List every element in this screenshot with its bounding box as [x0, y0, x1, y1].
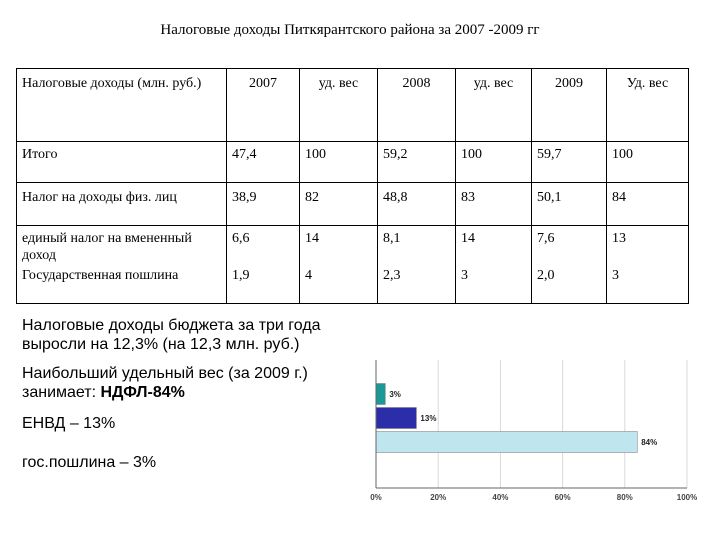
- note-revenue-growth: Налоговые доходы бюджета за три года выросли на 12,3% (на 12,3 млн. руб.): [22, 317, 321, 353]
- note-duty-share: гос.пошлина – 3%: [22, 454, 157, 471]
- table-cell: Итого: [17, 142, 227, 183]
- page-title: Налоговые доходы Питкярантского района за 2007 -2009 гг: [160, 22, 540, 38]
- note-largest-share-text: Наибольший удельный вес (за 2009 г.) занимает:: [22, 365, 308, 401]
- table-header-cell: 2007: [227, 69, 300, 142]
- table-cell: 100: [607, 142, 689, 183]
- table-cell: 83: [456, 183, 532, 226]
- x-tick-label: 0%: [370, 493, 382, 502]
- table-cell: 47,4: [227, 142, 300, 183]
- table-cell: единый налог на вмененный доход: [17, 226, 227, 267]
- table-header-cell: Уд. вес: [607, 69, 689, 142]
- table-header-cell: 2009: [532, 69, 607, 142]
- x-tick-label: 80%: [616, 493, 633, 502]
- table-cell: 38,9: [227, 183, 300, 226]
- x-tick-label: 60%: [554, 493, 571, 502]
- table-cell: 7,6: [532, 226, 607, 267]
- table-header-cell: 2008: [378, 69, 456, 142]
- table-cell: 3: [456, 266, 532, 304]
- table-cell: 100: [300, 142, 378, 183]
- share-bar-chart: [360, 356, 710, 506]
- table-cell: 2,0: [532, 266, 607, 304]
- note-envd-share: ЕНВД – 13%: [22, 415, 116, 432]
- bar-НДФЛ: [376, 432, 637, 453]
- table-header-cell: уд. вес: [300, 69, 378, 142]
- table-header-row: [17, 69, 689, 142]
- x-tick-label: 20%: [430, 493, 447, 502]
- table-cell: 8,1: [378, 226, 456, 267]
- x-tick-label: 100%: [676, 493, 698, 502]
- table-row: [17, 266, 689, 304]
- table-cell: 13: [607, 226, 689, 267]
- table-cell: 100: [456, 142, 532, 183]
- table-cell: 14: [456, 226, 532, 267]
- table-cell: Налог на доходы физ. лиц: [17, 183, 227, 226]
- table-header-cell: уд. вес: [456, 69, 532, 142]
- table-cell: 3: [607, 266, 689, 304]
- bar-ЕНВД: [376, 408, 416, 429]
- table-cell: 2,3: [378, 266, 456, 304]
- table-cell: 50,1: [532, 183, 607, 226]
- note-ndfl-share: НДФЛ-84%: [100, 384, 185, 401]
- data-label: 13%: [420, 414, 437, 423]
- table-cell: 84: [607, 183, 689, 226]
- note-largest-share: [22, 364, 367, 402]
- table-cell: 1,9: [227, 266, 300, 304]
- table-cell: 59,2: [378, 142, 456, 183]
- data-label: 3%: [389, 390, 401, 399]
- table-cell: 82: [300, 183, 378, 226]
- table-row: [17, 183, 689, 226]
- table-row: [17, 226, 689, 267]
- x-tick-label: 40%: [492, 493, 509, 502]
- data-label: 84%: [641, 438, 658, 447]
- table-cell: 14: [300, 226, 378, 267]
- table-cell: 48,8: [378, 183, 456, 226]
- table-row: [17, 142, 689, 183]
- table-cell: 4: [300, 266, 378, 304]
- notes-block: [22, 316, 367, 472]
- bar-гос.пошлина: [376, 384, 385, 405]
- tax-revenue-table: [16, 68, 689, 304]
- table-cell: 59,7: [532, 142, 607, 183]
- table-cell: 6,6: [227, 226, 300, 267]
- table-header-cell: Налоговые доходы (млн. руб.): [17, 69, 227, 142]
- table-cell: Государственная пошлина: [17, 266, 227, 304]
